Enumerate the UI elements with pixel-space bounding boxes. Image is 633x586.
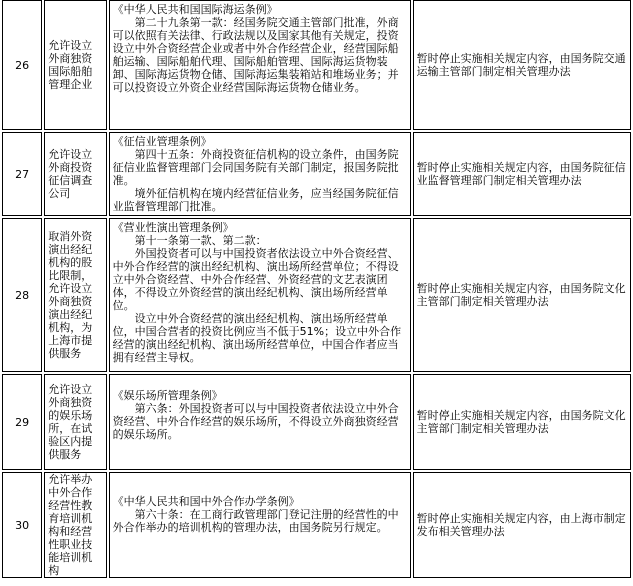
table-row (2, 0, 631, 130)
regulation-title: 《中华人民共和国中外合作办学条例》 (112, 495, 300, 508)
regulation-clause: 外国投资者可以与中国投资者依法设立中外合资经营、中外合作经营的演出经纪机构、演出场所经营单位；不得设立中外合资经营、中外合作经营、外资经营的文艺表演团体，不得设立外资经营的演出经纪机构、演出场所经营单位。 (112, 247, 399, 312)
measure-cell: 暂时停止实施相关规定内容，由上海市制定发布相关管理办法 (413, 472, 631, 578)
row-number: 30 (2, 472, 42, 578)
measure-cell: 暂时停止实施相关规定内容，由国务院文化主管部门制定相关管理办法 (413, 374, 631, 470)
regulation-title: 《营业性演出管理条例》 (112, 221, 234, 234)
regulation-cell (109, 218, 411, 372)
regulation-clause: 境外征信机构在境内经营征信业务，应当经国务院征信业监督管理部门批准。 (112, 187, 399, 213)
regulation-title: 《中华人民共和国国际海运条例》 (112, 3, 278, 16)
row-number: 28 (2, 218, 42, 372)
regulation-cell (109, 472, 411, 578)
row-number: 29 (2, 374, 42, 470)
regulation-clause: 第十一条第一款、第二款： (134, 234, 267, 247)
regulation-clause: 第二十九条第一款：经国务院交通主管部门批准，外商可以依照有关法律、行政法规以及国家其他有关规定，投资设立中外合资经营企业或者中外合作经营企业，经营国际船舶运输、国际船舶代理、国际船舶管理、国际海运货物装卸、国际海运货物仓储、国际海运集装箱站和堆场业务；并可以投资设立外资企业经营国际海运货物仓储业务。 (112, 16, 399, 94)
item-cell: 允许设立外商独资的娱乐场所，在试验区内提供服务 (44, 374, 106, 470)
table-row (2, 132, 631, 216)
measure-cell: 暂时停止实施相关规定内容，由国务院交通运输主管部门制定相关管理办法 (413, 0, 631, 130)
table-row (2, 374, 631, 470)
regulation-clause: 第四十五条：外商投资征信机构的设立条件，由国务院征信业监督管理部门会同国务院有关部门制定，报国务院批准。 (112, 148, 399, 187)
row-number: 26 (2, 0, 42, 130)
table-row (2, 218, 631, 372)
table-row (2, 472, 631, 578)
regulation-cell (109, 0, 411, 130)
item-cell: 允许设立外商投资征信调查公司 (44, 132, 106, 216)
regulation-cell (109, 132, 411, 216)
item-cell: 允许设立外商独资国际船舶管理企业 (44, 0, 106, 130)
row-number: 27 (2, 132, 42, 216)
item-cell: 取消外资演出经纪机构的股比限制，允许设立外商独资演出经纪机构，为上海市提供服务 (44, 218, 106, 372)
regulation-cell (109, 374, 411, 470)
regulation-title: 《征信业管理条例》 (112, 135, 212, 148)
regulation-clause: 第六十条：在工商行政管理部门登记注册的经营性的中外合作举办的培训机构的管理办法，由国务院另行规定。 (112, 508, 399, 534)
measure-cell: 暂时停止实施相关规定内容，由国务院征信业监督管理部门制定相关管理办法 (413, 132, 631, 216)
item-cell: 允许举办中外合作经营性教育培训机构和经营性职业技能培训机构 (44, 472, 106, 578)
regulation-clause: 第六条：外国投资者可以与中国投资者依法设立中外合资经营、中外合作经营的娱乐场所，不得设立外商独资经营的娱乐场所。 (112, 402, 399, 441)
regulation-clause: 设立中外合资经营的演出经纪机构、演出场所经营单位，中国合营者的投资比例应当不低于51%；设立中外合作经营的演出经纪机构、演出场所经营单位，中国合作者应当拥有经营主导权。 (112, 312, 402, 364)
measure-cell: 暂时停止实施相关规定内容，由国务院文化主管部门制定相关管理办法 (413, 218, 631, 372)
regulation-title: 《娱乐场所管理条例》 (112, 389, 223, 402)
